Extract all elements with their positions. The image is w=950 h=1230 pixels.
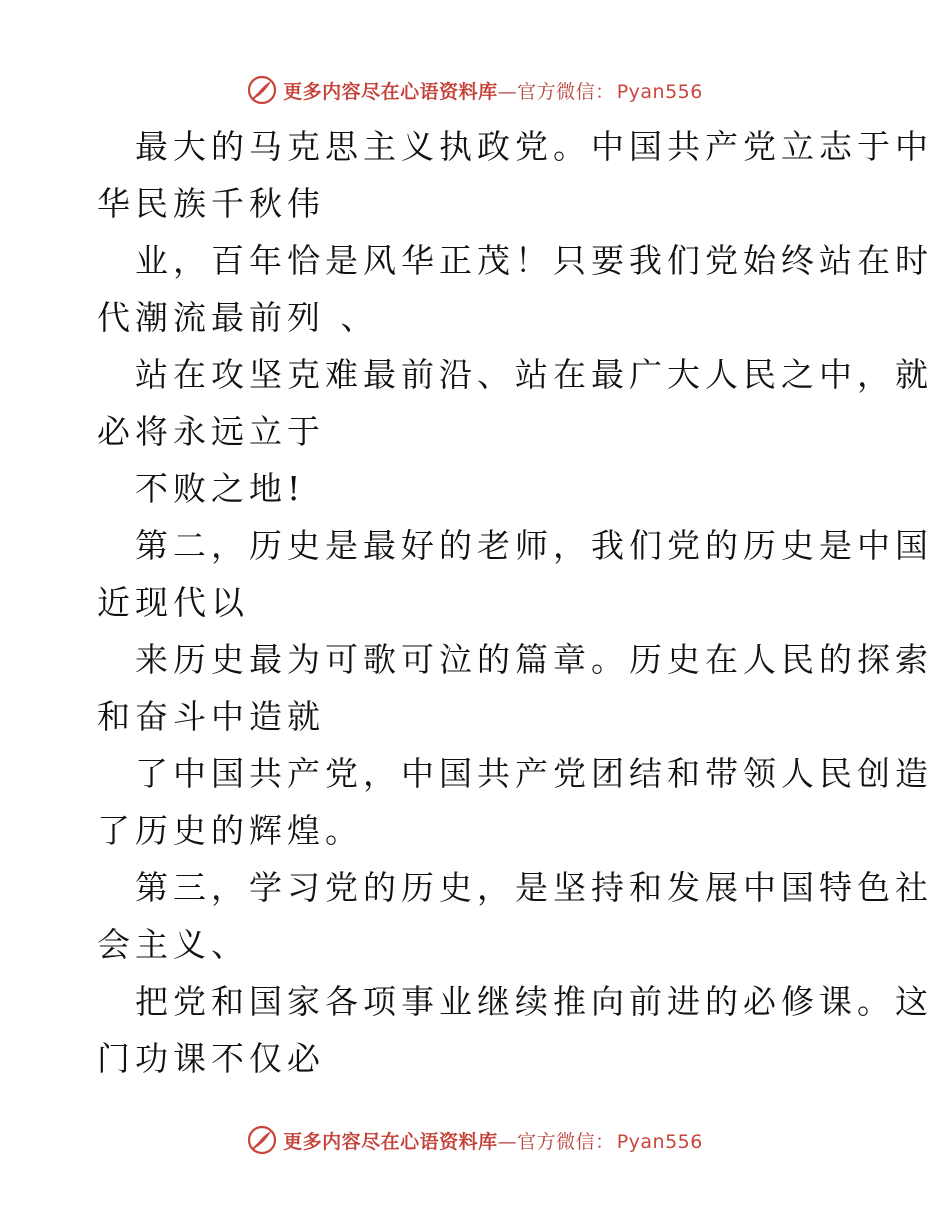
footer-watermark [0, 1120, 950, 1160]
paragraph [97, 859, 933, 973]
watermark-separator: — [497, 80, 518, 103]
paragraph [97, 631, 933, 745]
paragraph-line: 不败之地! [135, 469, 306, 508]
paragraph-line: 站在攻坚克难最前沿、站在最广大人民之中，就 [135, 355, 933, 394]
watermark-text [283, 77, 703, 104]
paragraph-line: 把党和国家各项事业继续推向前进的必修课。这 [135, 982, 933, 1021]
paragraph-line: 第三，学习党的历史，是坚持和发展中国特色社 [135, 868, 933, 907]
watermark-wechat-handle: Pyan556 [616, 80, 703, 103]
quill-pen-logo-icon [247, 1125, 277, 1155]
paragraph-line: 了历史的辉煌。 [97, 811, 363, 850]
paragraph [97, 232, 933, 346]
watermark-lead: 更多内容尽在心语资料库 [283, 1130, 498, 1153]
watermark-separator: — [497, 1130, 518, 1153]
paragraph-line: 华民族千秋伟 [97, 184, 325, 223]
paragraph-line: 最大的马克思主义执政党。中国共产党立志于中 [135, 127, 933, 166]
paragraph [97, 118, 933, 232]
paragraph-line: 会主义、 [97, 925, 249, 964]
paragraph-line: 来历史最为可歌可泣的篇章。历史在人民的探索 [135, 640, 933, 679]
paragraph [97, 460, 857, 517]
watermark-text [283, 1127, 703, 1154]
watermark-wechat-label: 官方微信： [517, 1130, 615, 1153]
paragraph-line: 第二，历史是最好的老师，我们党的历史是中国 [135, 526, 933, 565]
paragraph-line: 业，百年恰是风华正茂！只要我们党始终站在时 [135, 241, 933, 280]
watermark-wechat-label: 官方微信： [517, 80, 615, 103]
paragraph-line: 和奋斗中造就 [97, 697, 325, 736]
paragraph [97, 745, 933, 859]
paragraph-line: 门功课不仅必 [97, 1039, 325, 1078]
paragraph [97, 973, 933, 1087]
paragraph [97, 346, 933, 460]
header-watermark [0, 70, 950, 110]
paragraph-line: 必将永远立于 [97, 412, 325, 451]
paragraph [97, 517, 933, 631]
quill-pen-logo-icon [247, 75, 277, 105]
watermark-wechat-handle: Pyan556 [616, 1130, 703, 1153]
paragraph-line: 近现代以 [97, 583, 249, 622]
document-body [97, 118, 933, 1087]
paragraph-line: 代潮流最前列 、 [97, 298, 379, 337]
watermark-lead: 更多内容尽在心语资料库 [283, 80, 498, 103]
paragraph-line: 了中国共产党，中国共产党团结和带领人民创造 [135, 754, 933, 793]
